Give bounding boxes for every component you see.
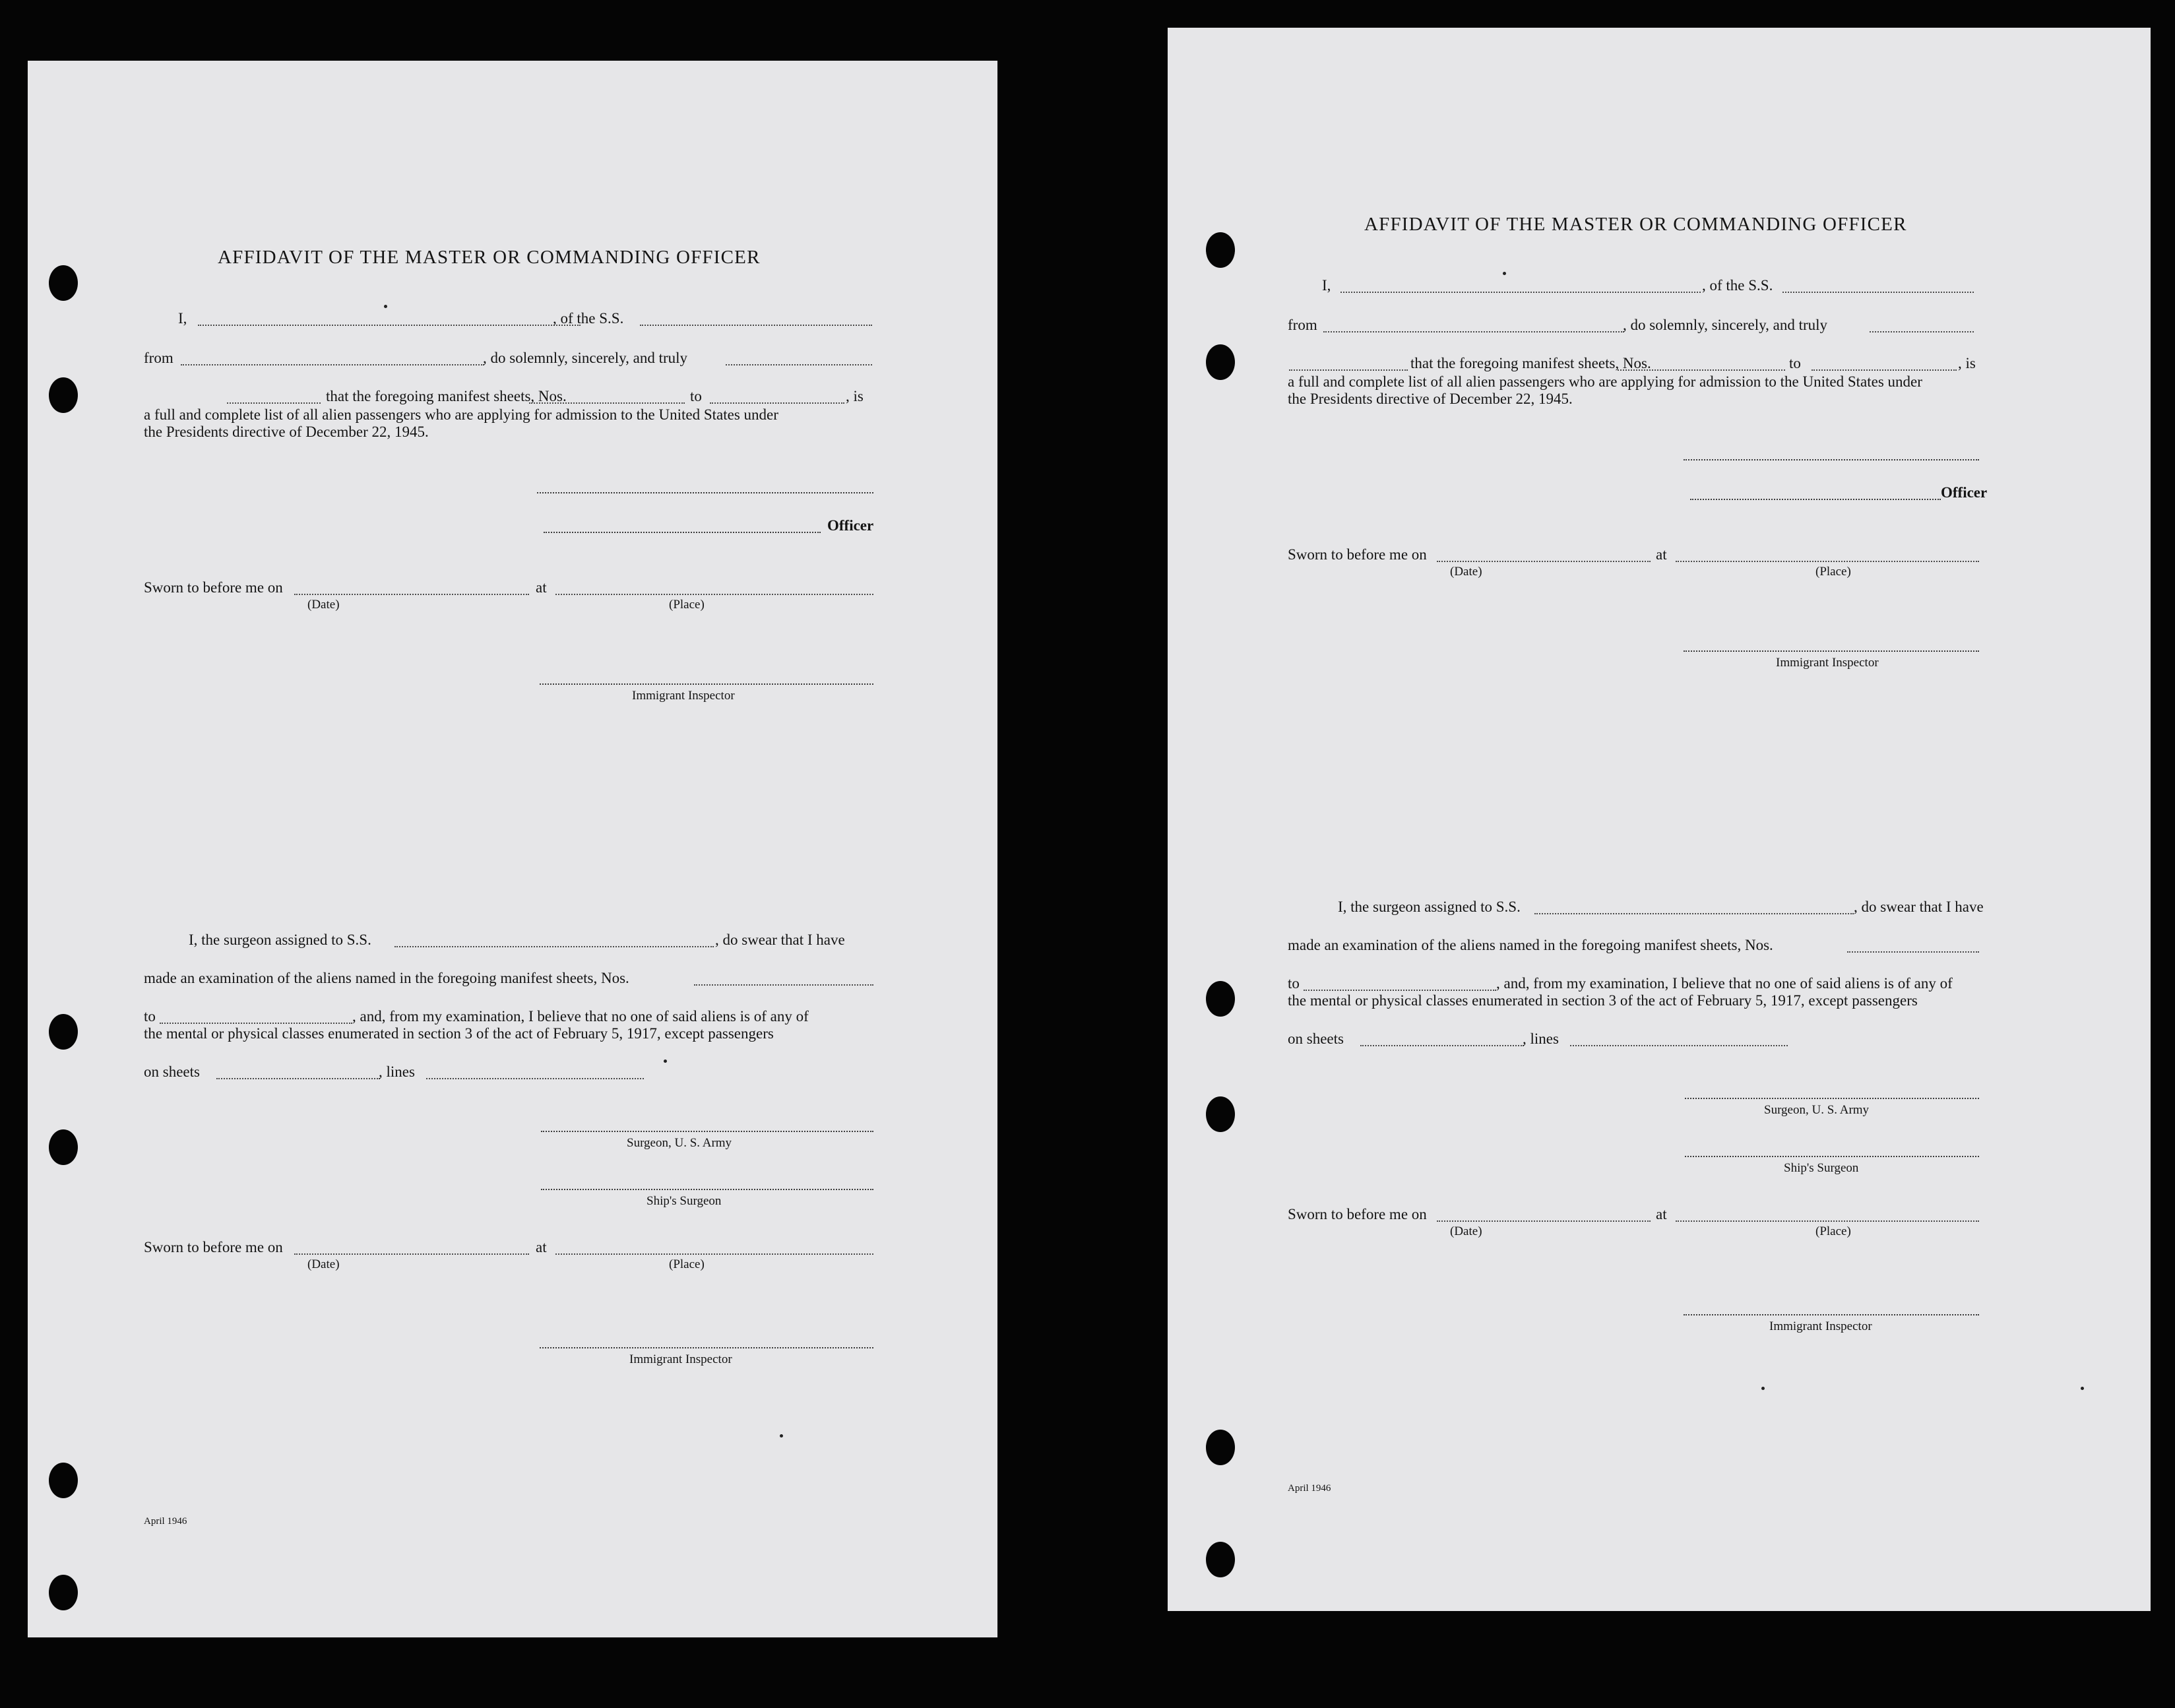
officer-signature-line[interactable] <box>544 532 821 533</box>
from-exam-text: , and, from my examination, I believe that no one of said aliens is of any of <box>1496 975 1953 992</box>
ink-speck <box>2081 1387 2084 1390</box>
surgeon-assigned-text: I, the surgeon assigned to S.S. <box>189 932 371 948</box>
sworn-date-field[interactable] <box>294 594 529 595</box>
army-surgeon-caption: Surgeon, U. S. Army <box>627 1136 732 1150</box>
directive-text: the Presidents directive of December 22, 1945. <box>1288 391 1573 407</box>
from-field[interactable] <box>1323 331 1624 332</box>
date-caption: (Date) <box>307 598 340 612</box>
made-exam-text: made an examination of the aliens named in the foregoing manifest sheets, Nos. <box>1288 937 1773 953</box>
inspector-caption: Immigrant Inspector <box>632 689 735 703</box>
from-field[interactable] <box>181 364 484 365</box>
left-form-page <box>28 61 997 1637</box>
inspector-caption-2: Immigrant Inspector <box>629 1352 732 1366</box>
sworn-label: Sworn to before me on <box>1288 546 1427 563</box>
sheet-from-field[interactable] <box>1618 369 1785 371</box>
inspector-signature-line-2[interactable] <box>1684 1314 1979 1315</box>
punch-hole <box>49 377 78 413</box>
do-swear-text: , do swear that I have <box>715 932 845 948</box>
full-list-text: a full and complete list of all alien passengers who are applying for admission to the United States under <box>1288 373 1922 390</box>
form-title: AFFIDAVIT OF THE MASTER OR COMMANDING OFFICER <box>1364 214 1907 235</box>
lines-field[interactable] <box>1570 1045 1788 1046</box>
to-label-2: to <box>1288 975 1300 992</box>
ship-name-field[interactable] <box>640 325 872 326</box>
foregoing-sheets-text: that the foregoing manifest sheets, Nos. <box>326 388 567 404</box>
do-swear-text: , do swear that I have <box>1854 899 1984 915</box>
sworn-date-field-2[interactable] <box>1437 1220 1651 1222</box>
ink-speck <box>384 305 387 308</box>
inspector-caption: Immigrant Inspector <box>1776 656 1879 670</box>
sworn-place-field[interactable] <box>555 594 873 595</box>
at-label: at <box>1656 546 1667 563</box>
army-surgeon-signature-line[interactable] <box>1685 1098 1979 1099</box>
directive-text: the Presidents directive of December 22, 1945. <box>144 424 429 440</box>
exam-to-field[interactable] <box>160 1023 352 1024</box>
inspector-signature-line-2[interactable] <box>540 1347 873 1348</box>
master-name-field[interactable] <box>1340 292 1701 293</box>
date-caption-2: (Date) <box>1450 1224 1482 1238</box>
master-name-field[interactable] <box>198 325 581 326</box>
master-signature-line[interactable] <box>1684 459 1979 460</box>
do-solemnly-text: , do solemnly, sincerely, and truly <box>483 350 688 366</box>
officer-signature-line[interactable] <box>1690 499 1941 500</box>
at-label: at <box>536 579 547 596</box>
punch-hole <box>49 1014 78 1050</box>
oath-field[interactable] <box>1870 331 1974 332</box>
oath-continuation-field[interactable] <box>1289 369 1408 371</box>
form-date-footer: April 1946 <box>144 1516 187 1527</box>
place-caption: (Place) <box>1815 565 1851 579</box>
ink-speck <box>1503 272 1506 275</box>
punch-hole <box>1206 1096 1235 1132</box>
punch-hole <box>1206 981 1235 1017</box>
on-sheets-label: on sheets <box>1288 1030 1344 1047</box>
inspector-signature-line[interactable] <box>1684 650 1979 652</box>
sworn-place-field-2[interactable] <box>1676 1220 1979 1222</box>
from-exam-text: , and, from my examination, I believe that no one of said aliens is of any of <box>352 1008 809 1025</box>
from-label: from <box>144 350 173 366</box>
punch-hole <box>49 1129 78 1165</box>
punch-hole <box>49 265 78 301</box>
i-label: I, <box>178 310 187 327</box>
officer-label: Officer <box>1941 484 1988 501</box>
is-label: , is <box>846 388 864 404</box>
army-surgeon-caption: Surgeon, U. S. Army <box>1764 1103 1870 1117</box>
mental-classes-text: the mental or physical classes enumerated in section 3 of the act of February 5, 1917, except passengers <box>1288 992 1918 1009</box>
from-label: from <box>1288 317 1317 333</box>
to-label: to <box>1789 355 1801 371</box>
ship-surgeon-caption: Ship's Surgeon <box>1784 1161 1859 1175</box>
full-list-text: a full and complete list of all alien passengers who are applying for admission to the United States under <box>144 406 778 423</box>
sheet-to-field[interactable] <box>710 402 844 404</box>
inspector-caption-2: Immigrant Inspector <box>1769 1319 1872 1333</box>
to-label: to <box>690 388 702 404</box>
of-ss-label: , of the S.S. <box>553 310 624 327</box>
officer-label: Officer <box>827 517 874 534</box>
date-caption: (Date) <box>1450 565 1482 579</box>
to-label-2: to <box>144 1008 156 1025</box>
foregoing-sheets-text: that the foregoing manifest sheets, Nos. <box>1410 355 1651 371</box>
punch-hole <box>1206 1430 1235 1465</box>
sworn-label-2: Sworn to before me on <box>1288 1206 1427 1222</box>
punch-hole <box>49 1463 78 1498</box>
army-surgeon-signature-line[interactable] <box>541 1131 873 1132</box>
of-ss-label: , of the S.S. <box>1702 277 1773 294</box>
surgeon-ship-field[interactable] <box>1534 913 1854 914</box>
ship-surgeon-caption: Ship's Surgeon <box>646 1194 722 1208</box>
mental-classes-text: the mental or physical classes enumerated in section 3 of the act of February 5, 1917, except passengers <box>144 1025 774 1042</box>
on-sheets-field[interactable] <box>1360 1045 1524 1046</box>
master-signature-line[interactable] <box>537 492 873 493</box>
surgeon-assigned-text: I, the surgeon assigned to S.S. <box>1338 899 1521 915</box>
made-exam-text: made an examination of the aliens named in the foregoing manifest sheets, Nos. <box>144 970 629 986</box>
is-label: , is <box>1958 355 1976 371</box>
ink-speck <box>664 1060 667 1063</box>
on-sheets-field[interactable] <box>216 1078 380 1079</box>
lines-label: , lines <box>1523 1030 1559 1047</box>
do-solemnly-text: , do solemnly, sincerely, and truly <box>1623 317 1828 333</box>
sworn-label-2: Sworn to before me on <box>144 1239 283 1255</box>
exam-sheets-field[interactable] <box>694 984 873 986</box>
oath-field[interactable] <box>726 364 872 365</box>
place-caption-2: (Place) <box>1815 1224 1851 1238</box>
place-caption-2: (Place) <box>669 1257 705 1271</box>
lines-label: , lines <box>379 1063 415 1080</box>
sworn-label: Sworn to before me on <box>144 579 283 596</box>
ship-surgeon-signature-line[interactable] <box>1685 1156 1979 1157</box>
at-label-2: at <box>536 1239 547 1255</box>
form-date-footer: April 1946 <box>1288 1483 1331 1494</box>
punch-hole <box>1206 344 1235 380</box>
inspector-signature-line[interactable] <box>540 683 873 685</box>
exam-to-field[interactable] <box>1304 990 1496 991</box>
exam-sheets-field[interactable] <box>1847 951 1979 953</box>
sworn-place-field[interactable] <box>1676 561 1979 562</box>
form-title: AFFIDAVIT OF THE MASTER OR COMMANDING OFFICER <box>218 247 761 268</box>
date-caption-2: (Date) <box>307 1257 340 1271</box>
sworn-place-field-2[interactable] <box>555 1253 873 1255</box>
ink-speck <box>1761 1387 1765 1390</box>
ship-name-field[interactable] <box>1782 292 1974 293</box>
punch-hole <box>49 1575 78 1610</box>
i-label: I, <box>1322 277 1331 294</box>
sheet-to-field[interactable] <box>1812 369 1957 371</box>
surgeon-ship-field[interactable] <box>394 946 714 947</box>
lines-field[interactable] <box>426 1078 644 1079</box>
ship-surgeon-signature-line[interactable] <box>541 1189 873 1190</box>
sheet-from-field[interactable] <box>529 402 685 404</box>
sworn-date-field[interactable] <box>1437 561 1651 562</box>
sworn-date-field-2[interactable] <box>294 1253 529 1255</box>
punch-hole <box>1206 1542 1235 1577</box>
ink-speck <box>780 1434 783 1438</box>
at-label-2: at <box>1656 1206 1667 1222</box>
right-form-page <box>1168 28 2151 1611</box>
on-sheets-label: on sheets <box>144 1063 200 1080</box>
oath-continuation-field[interactable] <box>227 402 321 404</box>
place-caption: (Place) <box>669 598 705 612</box>
punch-hole <box>1206 232 1235 268</box>
